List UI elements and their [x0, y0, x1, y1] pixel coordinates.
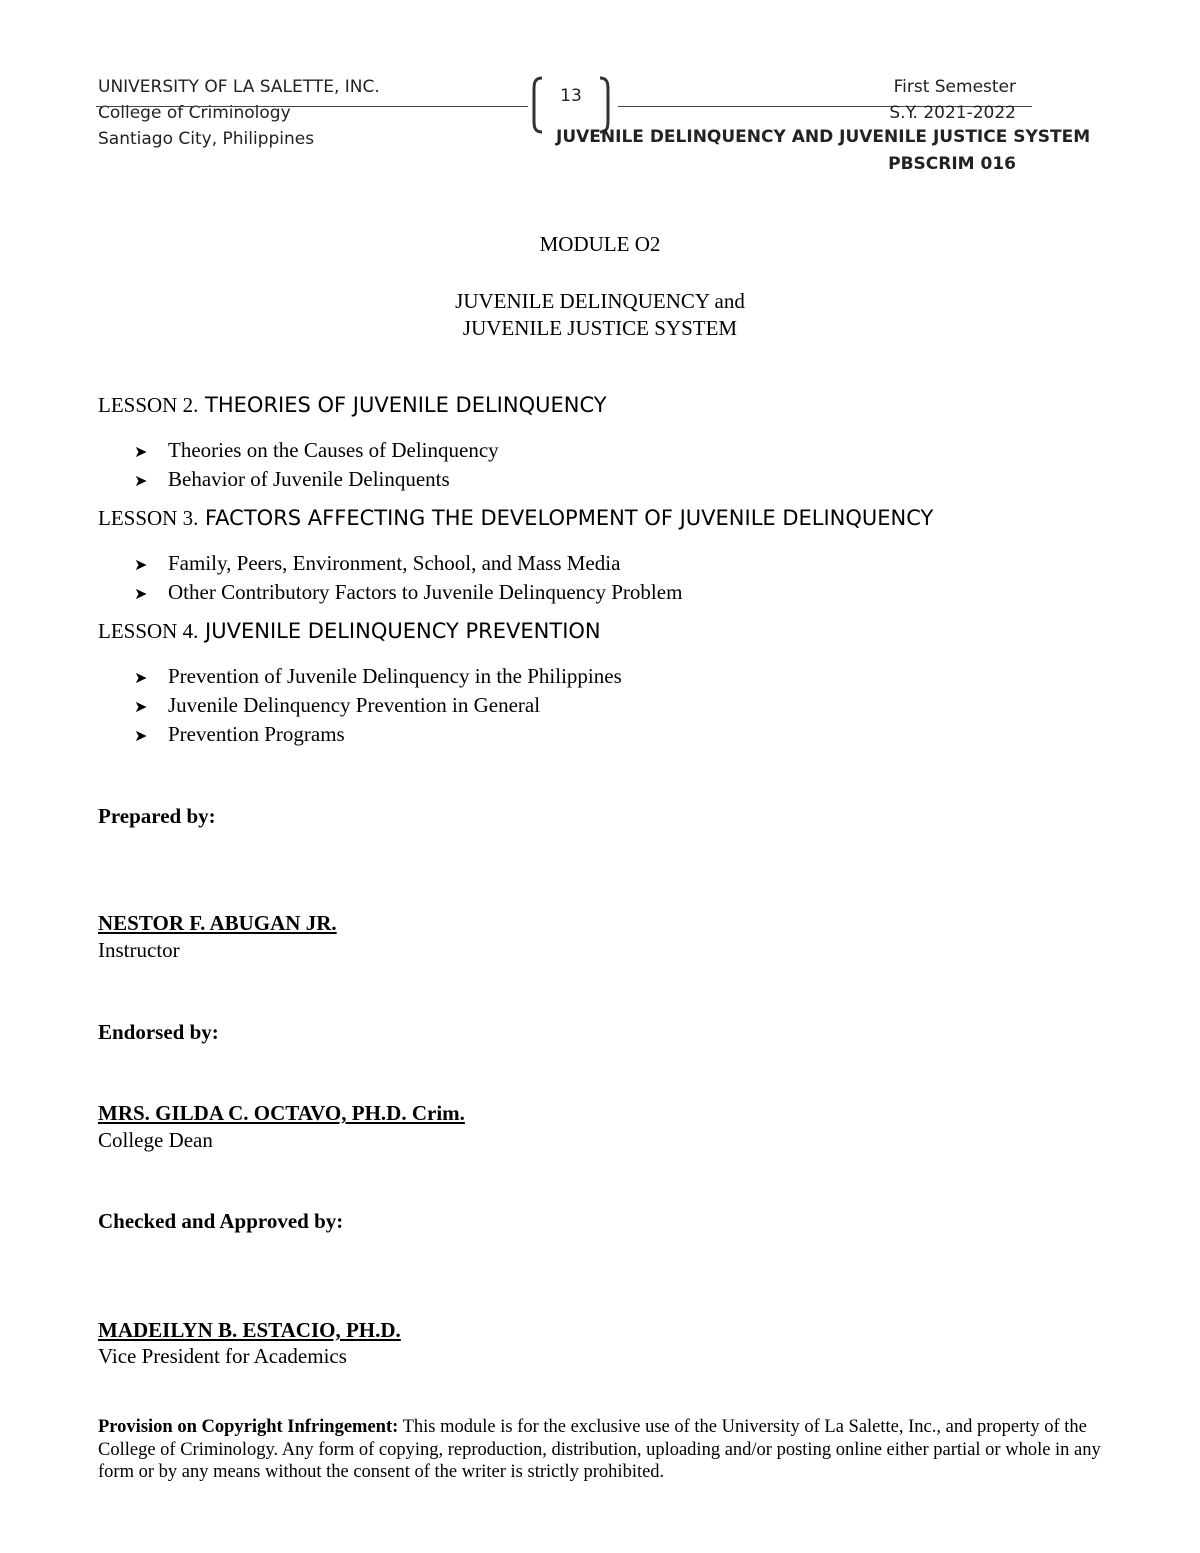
endorser-role: College Dean — [98, 1128, 213, 1152]
endorser-name: MRS. GILDA C. OCTAVO, PH.D. Crim. — [98, 1101, 465, 1125]
module-title-line: JUVENILE DELINQUENCY and — [455, 289, 745, 313]
approved-by-label: Checked and Approved by: — [98, 1209, 344, 1233]
approver-name: MADEILYN B. ESTACIO, PH.D. — [98, 1318, 401, 1342]
arrow-bullet-icon: ➤ — [134, 444, 148, 461]
lesson-title: JUVENILE DELINQUENCY PREVENTION — [198, 619, 601, 643]
arrow-bullet-icon: ➤ — [134, 670, 148, 687]
module-title — [0, 288, 1200, 342]
list-item — [134, 437, 499, 466]
lesson-title: FACTORS AFFECTING THE DEVELOPMENT OF JUVENILE DELINQUENCY — [198, 506, 934, 530]
lesson-number: LESSON 4. — [98, 619, 199, 643]
preparer-role: Instructor — [98, 938, 180, 962]
lesson-heading — [98, 506, 933, 531]
arrow-bullet-icon: ➤ — [134, 699, 148, 716]
list-item — [134, 466, 499, 495]
preparer-name: NESTOR F. ABUGAN JR. — [98, 911, 337, 935]
institution-block — [98, 74, 380, 152]
lesson-heading — [98, 619, 601, 644]
list-item — [134, 721, 622, 750]
copyright-label: Provision on Copyright Infringement: — [98, 1417, 399, 1437]
module-label: MODULE O2 — [539, 232, 661, 256]
list-item — [134, 579, 682, 608]
school-year: S.Y. 2021-2022 — [889, 103, 1016, 123]
arrow-bullet-icon: ➤ — [134, 586, 148, 603]
college-name: College of Criminology — [98, 103, 291, 123]
topic-text: Theories on the Causes of Delinquency — [168, 438, 499, 462]
lesson-topic-list — [134, 437, 499, 495]
copyright-text: This module is for the exclusive use of the University of La Salette, Inc., and property of the College of Criminology. Any form of copying, reproduction, distribution, uploading and/or posting online either partial or whole in any form or by any means without the consent of the writer is strictly prohibited. — [98, 1417, 1101, 1482]
topic-text: Other Contributory Factors to Juvenile Delinquency Problem — [168, 580, 683, 604]
arrow-bullet-icon: ➤ — [134, 728, 148, 745]
topic-text: Family, Peers, Environment, School, and Mass Media — [168, 551, 621, 575]
list-item — [134, 663, 622, 692]
institution-location: Santiago City, Philippines — [98, 129, 315, 149]
lesson-number: LESSON 3. — [98, 506, 199, 530]
arrow-bullet-icon: ➤ — [134, 557, 148, 574]
topic-text: Prevention Programs — [168, 722, 345, 746]
topic-text: Behavior of Juvenile Delinquents — [168, 467, 450, 491]
university-name: UNIVERSITY OF LA SALETTE, INC. — [98, 77, 380, 97]
list-item — [134, 550, 682, 579]
topic-text: Prevention of Juvenile Delinquency in the Philippines — [168, 664, 622, 688]
arrow-bullet-icon: ➤ — [134, 473, 148, 490]
prepared-by-label: Prepared by: — [98, 804, 216, 828]
semester-block — [889, 74, 1016, 126]
copyright-notice — [98, 1416, 1108, 1484]
lesson-topic-list — [134, 663, 622, 750]
header-rule-left — [96, 106, 528, 107]
semester: First Semester — [893, 77, 1016, 97]
approver-role: Vice President for Academics — [98, 1344, 347, 1368]
lesson-heading — [98, 393, 607, 418]
module-title-line: JUVENILE JUSTICE SYSTEM — [462, 316, 738, 340]
course-title: JUVENILE DELINQUENCY AND JUVENILE JUSTICE SYSTEM — [556, 127, 1091, 147]
lesson-topic-list — [134, 550, 682, 608]
endorsed-by-label: Endorsed by: — [98, 1020, 219, 1044]
topic-text: Juvenile Delinquency Prevention in General — [168, 693, 541, 717]
lesson-title: THEORIES OF JUVENILE DELINQUENCY — [198, 393, 607, 417]
page-number: 13 — [560, 86, 582, 106]
course-code: PBSCRIM 016 — [888, 154, 1016, 174]
lesson-number: LESSON 2. — [98, 393, 199, 417]
list-item — [134, 692, 622, 721]
